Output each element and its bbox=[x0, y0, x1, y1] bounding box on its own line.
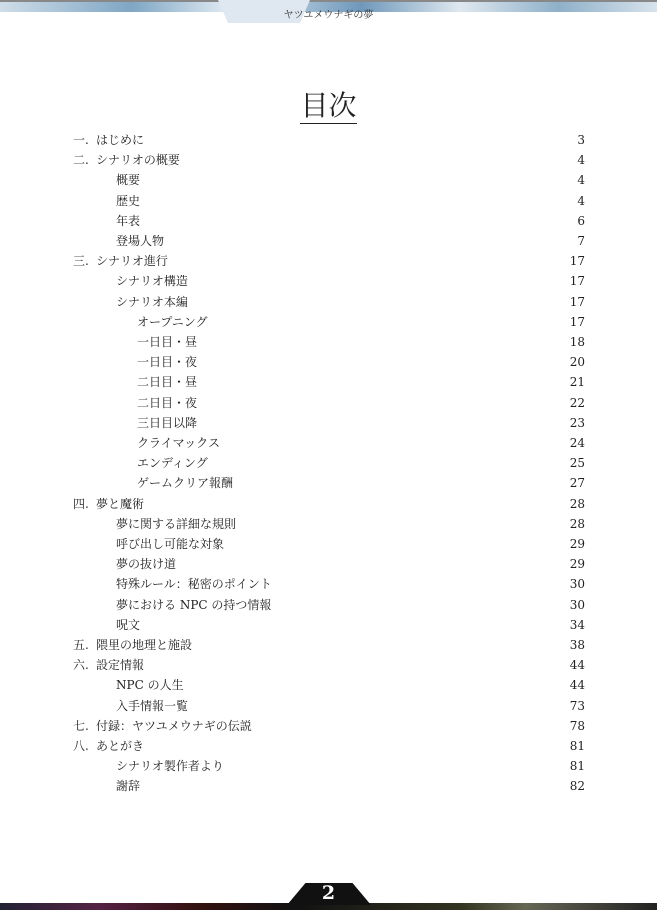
toc-entry[interactable] bbox=[0, 170, 657, 190]
toc-entry[interactable] bbox=[0, 453, 657, 473]
toc-entry-number: 五. bbox=[73, 638, 89, 652]
toc-entry-number: 二. bbox=[73, 153, 89, 168]
toc-entry[interactable] bbox=[0, 292, 657, 312]
toc-entry[interactable] bbox=[0, 534, 657, 554]
toc-entry-page: 17 bbox=[569, 314, 585, 329]
toc-entry-page: 34 bbox=[569, 617, 585, 632]
toc-entry-label: シナリオ本編 bbox=[116, 294, 188, 309]
toc-entry-page: 81 bbox=[569, 739, 585, 753]
toc-entry[interactable] bbox=[0, 130, 657, 150]
toc-entry-label: 一日目・夜 bbox=[137, 355, 198, 370]
toc-entry[interactable] bbox=[0, 251, 657, 271]
toc-entry-page: 17 bbox=[569, 274, 585, 289]
toc-entry-label: 概要 bbox=[116, 173, 141, 188]
toc-entry-page: 23 bbox=[569, 415, 585, 430]
toc-entry[interactable] bbox=[0, 332, 657, 352]
toc-entry-label: 二日目・昼 bbox=[137, 375, 198, 390]
toc-entry-page: 27 bbox=[569, 476, 585, 491]
toc-entry-label: 呼び出し可能な対象 bbox=[116, 537, 225, 551]
toc-entry-label: シナリオ製作者より bbox=[116, 759, 224, 774]
toc-entry-page: 4 bbox=[577, 173, 585, 188]
page-number: 2 bbox=[321, 882, 336, 904]
toc-entry-label: 隈里の地理と施設 bbox=[96, 638, 193, 652]
toc-entry[interactable] bbox=[0, 615, 657, 635]
toc-entry[interactable] bbox=[0, 776, 657, 796]
toc-entry-label: ゲームクリア報酬 bbox=[137, 476, 234, 491]
toc-entry-page: 6 bbox=[577, 213, 585, 228]
toc-entry-page: 24 bbox=[569, 436, 585, 450]
toc-entry-label: NPC の人生 bbox=[116, 678, 184, 693]
toc-entry-label: あとがき bbox=[96, 739, 145, 753]
toc-entry-page: 28 bbox=[569, 516, 585, 531]
toc-entry-number: 三. bbox=[73, 254, 89, 269]
toc-entry-label: オープニング bbox=[137, 314, 208, 329]
toc-entry-label: 謝辞 bbox=[116, 779, 141, 794]
toc-entry-page: 22 bbox=[569, 395, 585, 410]
toc-entry[interactable] bbox=[0, 271, 657, 291]
toc-entry-page: 44 bbox=[569, 658, 585, 673]
toc-entry[interactable] bbox=[0, 473, 657, 493]
toc-entry-page: 38 bbox=[569, 638, 585, 652]
toc-entry[interactable] bbox=[0, 554, 657, 574]
toc-entry-label: はじめに bbox=[96, 133, 145, 147]
toc-entry[interactable] bbox=[0, 756, 657, 776]
toc-entry[interactable] bbox=[0, 736, 657, 756]
toc-entry-page: 28 bbox=[569, 496, 585, 511]
toc-entry-label: 二日目・夜 bbox=[137, 395, 198, 410]
toc-entry-page: 81 bbox=[569, 759, 585, 774]
toc-entry-label: 年表 bbox=[116, 213, 141, 228]
toc-entry[interactable] bbox=[0, 514, 657, 534]
toc-entry-label: 一日目・昼 bbox=[137, 335, 198, 349]
toc-title: 目次 bbox=[300, 89, 357, 122]
toc-entry-page: 17 bbox=[569, 294, 585, 309]
toc-entry-number: 一. bbox=[73, 133, 89, 147]
running-header-title: ヤツユメウナギの夢 bbox=[283, 10, 374, 21]
toc-entry-number: 四. bbox=[73, 496, 89, 511]
toc-entry[interactable] bbox=[0, 675, 657, 695]
toc-entry-page: 78 bbox=[569, 718, 585, 733]
toc-entry-label: 歴史 bbox=[116, 193, 141, 208]
toc-entry-page: 17 bbox=[569, 254, 585, 269]
toc-entry-page: 7 bbox=[577, 234, 585, 248]
toc-entry-label: 設定情報 bbox=[96, 658, 145, 673]
toc-entry-label: 三日目以降 bbox=[137, 415, 198, 430]
toc-entry-number: 八. bbox=[73, 739, 89, 753]
toc-entry[interactable] bbox=[0, 352, 657, 372]
toc-entry-page: 4 bbox=[577, 153, 585, 168]
toc-entry-label: クライマックス bbox=[137, 436, 221, 450]
toc-entry[interactable] bbox=[0, 393, 657, 413]
toc-entry[interactable] bbox=[0, 191, 657, 211]
toc-entry-label: シナリオ構造 bbox=[116, 274, 188, 289]
toc-entry-page: 20 bbox=[569, 355, 585, 370]
toc-entry-page: 4 bbox=[577, 193, 585, 208]
toc-entry-number: 六. bbox=[73, 658, 89, 673]
toc-entry-page: 18 bbox=[569, 335, 585, 349]
toc-entry-page: 3 bbox=[577, 133, 585, 147]
toc-entry[interactable] bbox=[0, 211, 657, 231]
toc-entry-page: 44 bbox=[569, 678, 585, 693]
toc-entry[interactable] bbox=[0, 372, 657, 392]
toc-entry[interactable] bbox=[0, 312, 657, 332]
toc-entry-label: 夢と魔術 bbox=[96, 496, 145, 511]
toc-entry-label: 夢の抜け道 bbox=[116, 557, 177, 572]
toc-entry-label: 呪文 bbox=[116, 617, 141, 632]
toc-entry-label: 登場人物 bbox=[116, 234, 165, 248]
toc-entry-label: 付録：ヤツユメウナギの伝説 bbox=[96, 718, 252, 733]
toc-entry-label: 特殊ルール：秘密のポイント bbox=[116, 577, 272, 592]
toc-entry-page: 82 bbox=[569, 779, 585, 794]
toc-entry[interactable] bbox=[0, 716, 657, 736]
toc-entry-number: 七. bbox=[73, 718, 89, 733]
toc-entry-page: 73 bbox=[569, 698, 585, 713]
toc-entry-label: シナリオ進行 bbox=[96, 254, 168, 269]
toc-entry[interactable] bbox=[0, 635, 657, 655]
toc-entry[interactable] bbox=[0, 150, 657, 170]
toc-entry-page: 29 bbox=[569, 537, 585, 551]
toc-entry[interactable] bbox=[0, 413, 657, 433]
toc-entry[interactable] bbox=[0, 595, 657, 615]
toc-entry-page: 29 bbox=[569, 557, 585, 572]
toc-entry[interactable] bbox=[0, 433, 657, 453]
toc-entry-label: 入手情報一覧 bbox=[116, 698, 189, 713]
toc-entry-page: 30 bbox=[569, 577, 585, 592]
toc-entry-label: 夢に関する詳細な規則 bbox=[116, 516, 237, 531]
toc-entry[interactable] bbox=[0, 696, 657, 716]
toc-entry[interactable] bbox=[0, 494, 657, 514]
toc-entry[interactable] bbox=[0, 655, 657, 675]
toc-entry-page: 25 bbox=[569, 456, 585, 471]
toc-entry-page: 21 bbox=[569, 375, 585, 390]
toc-entry-label: シナリオの概要 bbox=[96, 153, 180, 168]
toc-entry-page: 30 bbox=[569, 597, 585, 612]
toc-entry-label: エンディング bbox=[137, 456, 208, 471]
toc-entry-label: 夢における NPC の持つ情報 bbox=[116, 597, 272, 612]
toc-entry[interactable] bbox=[0, 574, 657, 594]
toc-entry[interactable] bbox=[0, 231, 657, 251]
